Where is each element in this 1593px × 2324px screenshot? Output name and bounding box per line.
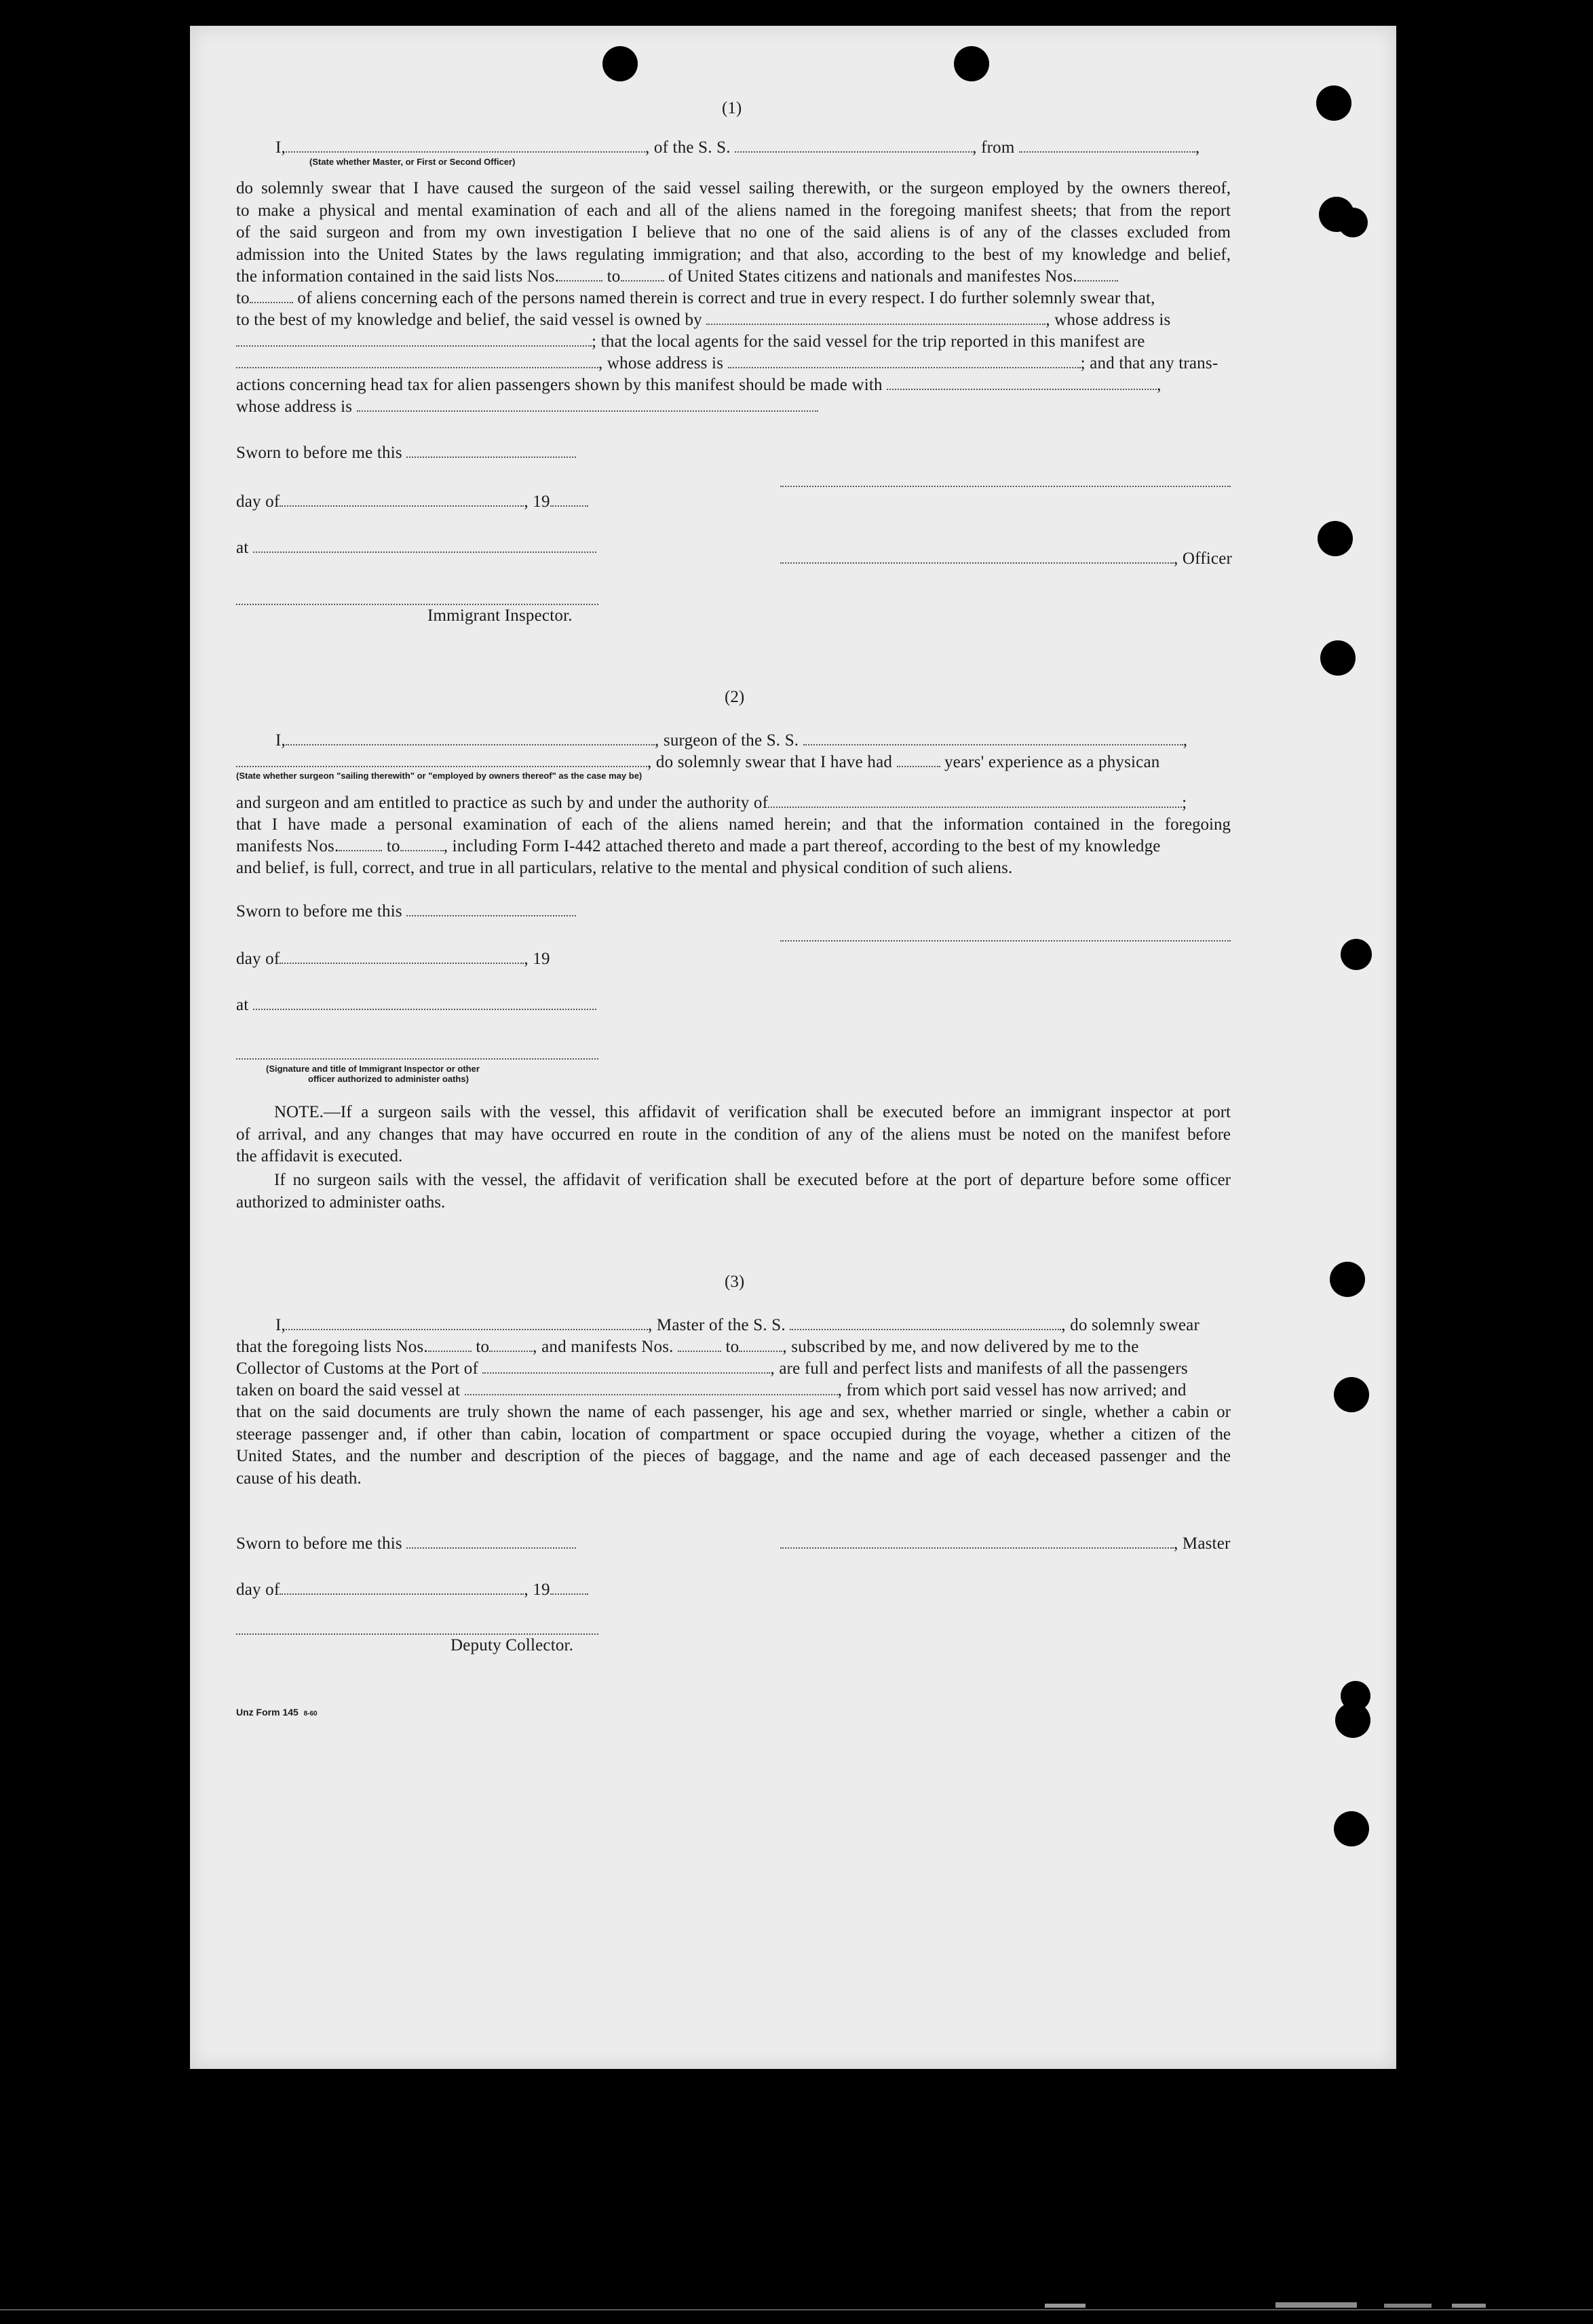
month-field[interactable] [280,492,524,507]
oath-text: , from which port said vessel has now arrived; and [837,1381,1187,1399]
lists-to-field[interactable] [489,1337,533,1352]
oath-text: I, [275,138,286,157]
signature-note: (Signature and title of Immigrant Inspector or other [266,1064,480,1074]
oath-text: , from [972,138,1015,157]
year-label: , 19 [524,492,550,511]
year-label: , 19 [524,1581,550,1599]
manifests-from-field[interactable] [1077,267,1118,282]
oath-paragraph [236,1401,1231,1490]
sworn-day-field[interactable] [406,1534,576,1549]
owner-address-field[interactable] [236,332,592,347]
field-note: (State whether surgeon "sailing therewith" or "employed by owners thereof" as the case may be) [236,771,642,781]
oath-paragraph [236,178,1231,266]
dayof-label: day of [236,492,280,511]
oath-text: I, [275,731,286,750]
lists-to-field[interactable] [621,267,664,282]
officer-line [780,548,1232,570]
deputy-label: Deputy Collector. [450,1636,574,1654]
section-number: (3) [725,1273,745,1291]
years-field[interactable] [897,752,940,767]
oath-line [236,1380,1187,1401]
form-sheet [190,26,1396,2069]
sworn-label: Sworn to before me this [236,444,402,462]
oath-line [275,137,1199,159]
paragraph-line: NOTE.—If a surgeon sails with the vessel, this affidavit of verification shall be executed before an immigrant inspector at port [274,1103,1231,1121]
paragraph-line: United States, and the number and description of the pieces of baggage, and the name and age of each deceased passenger and the [236,1447,1231,1465]
oath-text: to [607,267,621,286]
vessel-name-field[interactable] [735,138,972,153]
punch-hole-icon [1338,208,1368,237]
oath-text: that the foregoing lists Nos. [236,1338,428,1356]
oath-text: taken on board the said vessel at [236,1381,461,1399]
sworn-line [236,1533,576,1555]
oath-line [275,730,1187,752]
punch-hole-icon [1334,1377,1369,1412]
punch-hole-icon [954,46,989,81]
manifests-to-field[interactable] [400,836,444,851]
at-place-field[interactable] [253,538,596,553]
sworn-label: Sworn to before me this [236,1534,402,1553]
scan-artifact [0,2309,1593,2310]
lists-from-field[interactable] [559,267,602,282]
at-label: at [236,539,249,557]
oath-line [236,288,1155,309]
scan-artifact [1045,2304,1086,2308]
oath-text: years' experience as a physican [944,753,1160,771]
paragraph-line: the affidavit is executed. [236,1147,403,1165]
inspector-label: Immigrant Inspector. [427,606,573,625]
oath-text: to [236,289,250,307]
oath-text: and surgeon and am entitled to practice as such by and under the authority of [236,794,769,812]
form-label: Unz Form 145 [236,1707,299,1718]
officer-name-field[interactable] [286,138,645,153]
oath-text: actions concerning head tax for alien passengers shown by this manifest should be made with [236,376,883,394]
oath-text: , [1183,731,1188,750]
oath-text: to [725,1338,740,1356]
oath-text: , and manifests Nos. [533,1338,674,1356]
oath-text: Collector of Customs at the Port of [236,1359,478,1378]
oath-line [236,792,1187,814]
month-field[interactable] [280,1580,524,1595]
oath-line [275,1315,1199,1336]
year-field[interactable] [550,1580,588,1595]
at-label: at [236,996,249,1014]
sworn-label: Sworn to before me this [236,902,402,921]
oath-text: , of the S. S. [645,138,731,157]
paragraph-line: authorized to administer oaths. [236,1193,446,1212]
oath-text: and belief, is full, correct, and true in all particulars, relative to the mental and physical condition of such aliens. [236,859,1013,877]
head-tax-field[interactable] [887,375,1157,390]
paragraph-line: cause of his death. [236,1469,362,1488]
oath-line [236,857,1012,879]
form-code: 8-60 [303,1710,318,1718]
paragraph-line: to make a physical and mental examination of each and all of the aliens named in the foregoing manifest sheets; that from the report [236,201,1231,220]
master-name-field[interactable] [286,1315,648,1330]
oath-text: ; [1182,794,1187,812]
sworn-line [236,901,576,923]
surgeon-type-field[interactable] [236,752,647,767]
paragraph-line: do solemnly swear that I have caused the surgeon of the said vessel sailing therewith, or the surgeon employed by the owners thereof, [236,179,1231,197]
month-field[interactable] [280,949,524,964]
agents-address-field[interactable] [728,353,1081,368]
at-place-field[interactable] [253,995,596,1010]
oath-text: to [386,837,400,855]
master-signature-field[interactable] [780,1534,1174,1549]
port-from-field[interactable] [1019,138,1195,153]
section-number: (2) [725,688,745,706]
punch-hole-icon [1335,1703,1370,1738]
manifests-to-field[interactable] [250,288,293,303]
officer-signature-field[interactable] [780,549,1174,564]
vessel-name-field[interactable] [803,731,1183,745]
oath-text: , are full and perfect lists and manifests of all the passengers [770,1359,1188,1378]
dayof-line [236,948,550,970]
oath-line [236,374,1162,396]
port-of-field[interactable] [482,1359,770,1374]
year-label: , 19 [524,950,550,968]
form-number [236,1707,318,1718]
signature-line[interactable] [780,486,1231,487]
oath-text: ; and that any trans- [1080,354,1218,372]
scan-artifact [1452,2304,1486,2308]
oath-text: whose address is [236,398,353,416]
master-line [780,1533,1231,1555]
dayof-label: day of [236,1581,280,1599]
note-paragraph [236,1102,1231,1168]
oath-line [236,353,1218,374]
signature-note: officer authorized to administer oaths) [308,1074,469,1084]
oath-text: , [1157,376,1162,394]
paragraph-line: that on the said documents are truly shown the name of each passenger, his age and sex, whether married or single, whether a cabin or [236,1403,1231,1421]
head-tax-address-field[interactable] [357,397,818,412]
surgeon-name-field[interactable] [286,731,655,745]
sworn-day-field[interactable] [406,443,576,458]
at-line [236,994,596,1016]
vessel-name-field[interactable] [790,1315,1061,1330]
oath-text: to [476,1338,490,1356]
oath-text: I, [275,1316,286,1334]
embark-port-field[interactable] [465,1380,838,1395]
year-field[interactable] [550,492,588,507]
punch-hole-icon [1330,1262,1365,1297]
lists-from-field[interactable] [428,1337,472,1352]
sworn-line [236,442,576,464]
note-paragraph [236,1169,1231,1214]
manifests-to-field[interactable] [739,1337,782,1352]
signature-line[interactable] [780,940,1231,942]
dayof-line [236,491,588,513]
paragraph-line: If no surgeon sails with the vessel, the affidavit of verification shall be executed before at the port of departure before some officer [274,1171,1231,1189]
oath-text: , including Form I-442 attached thereto and made a part thereof, according to the best of my knowledge [443,837,1161,855]
oath-paragraph [236,814,1231,836]
oath-text: , Master of the S. S. [647,1316,786,1334]
punch-hole-icon [1341,939,1372,970]
officer-label: , Officer [1174,549,1233,568]
paragraph-line: steerage passenger and, if other than cabin, location of compartment or space occupied during the voyage, whether a citizen of the [236,1425,1231,1444]
agents-field[interactable] [236,353,598,368]
oath-text: , surgeon of the S. S. [654,731,799,750]
paragraph-line: admission into the United States by the laws regulating immigration; and that also, according to the best of my knowledge and belief, [236,245,1231,264]
oath-line [236,1336,1139,1358]
oath-text: of United States citizens and nationals and manifestes Nos. [668,267,1077,286]
section-number: (1) [722,99,742,117]
punch-hole-icon [1316,85,1351,121]
manifests-from-field[interactable] [339,836,382,851]
dayof-label: day of [236,950,280,968]
oath-line [236,836,1161,857]
owner-field[interactable] [706,310,1045,325]
inspector-signature-line[interactable] [236,1058,598,1060]
oath-text: ; that the local agents for the said vessel for the trip reported in this manifest are [592,332,1145,351]
sworn-day-field[interactable] [406,902,576,916]
oath-text: the information contained in the said lists Nos. [236,267,560,286]
manifests-from-field[interactable] [678,1337,721,1352]
field-note: (State whether Master, or First or Second Officer) [309,157,516,167]
oath-text: , whose address is [598,354,724,372]
oath-text: to the best of my knowledge and belief, the said vessel is owned by [236,311,702,329]
authority-field[interactable] [768,793,1182,808]
punch-hole-icon [602,46,638,81]
scan-artifact [1384,2304,1432,2308]
paragraph-line: of the said surgeon and from my own investigation I believe that no one of the said aliens is of any of the classes excluded from [236,223,1231,241]
oath-text: , do solemnly swear [1061,1316,1199,1334]
oath-line [236,309,1170,331]
oath-text: , do solemnly swear that I have had [647,753,893,771]
oath-text: , [1195,138,1200,157]
oath-line [236,331,1145,353]
paragraph-line: of arrival, and any changes that may have occurred en route in the condition of any of the aliens must be noted on the manifest before [236,1125,1231,1144]
oath-text: of aliens concerning each of the persons named therein is correct and true in every respect. I do further solemnly swear that, [297,289,1155,307]
oath-text: , subscribed by me, and now delivered by me to the [782,1338,1139,1356]
master-label: , Master [1174,1534,1231,1553]
oath-text: manifests Nos. [236,837,339,855]
oath-text: , whose address is [1045,311,1171,329]
punch-hole-icon [1334,1811,1369,1846]
oath-line [236,396,818,418]
oath-line [236,1358,1188,1380]
dayof-line [236,1579,588,1601]
punch-hole-icon [1320,640,1356,676]
paragraph-line: that I have made a personal examination of each of the aliens named herein; and that the information contained in the foregoing [236,815,1231,834]
scan-artifact [1275,2302,1357,2308]
oath-line [236,266,1118,288]
at-line [236,537,596,559]
punch-hole-icon [1318,521,1353,556]
